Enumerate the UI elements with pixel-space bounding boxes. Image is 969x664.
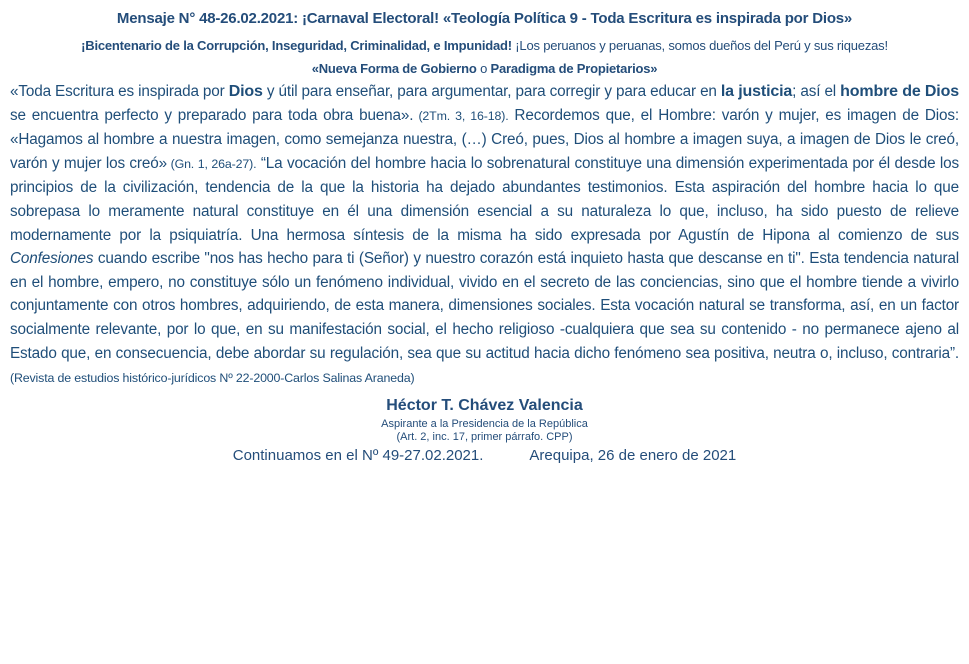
- signature-block: [10, 397, 959, 443]
- body-emphasis: hombre de Dios: [840, 83, 959, 100]
- body-text: cuando escribe "nos has hecho para ti (Señor) y nuestro corazón está inquieto hasta que descanse en ti". Esta tendencia natural en el hombre, empero, no constituye sólo un fenómeno individual, vivido en el secreto de las conciencias, sino que el hombre tiende a vivirlo conjuntamente con otros hombres, adquiriendo, de esta manera, dimensiones sociales. Esta vocación natural se transforma, así, en un factor socialmente relevante, por lo que, en su manifestación social, el hecho religioso -cualquiera que sea su contenido - no permanece ajeno al Estado que, en consecuencia, debe abordar su regulación, sea que su actitud hacia dicho fenómeno sea positiva, neutra o, incluso, contraria”.: [10, 250, 959, 362]
- subtitle-line: [10, 38, 959, 53]
- body-emphasis: la justicia: [720, 83, 793, 100]
- body-text: Recordemos que, el Hombre: varón y mujer, es imagen de Dios: «Hagamos al hombre a nuestra imagen, como semejanza nuestra, (…) Creó, pues, Dios al hombre a imagen suya, a imagen de Dios le creó, varón y mujer los creó»: [10, 106, 959, 172]
- tagline: [10, 61, 959, 76]
- tagline-part-a: «Nueva Forma de Gobierno: [311, 61, 477, 76]
- bible-citation: (Gn. 1, 26a-27).: [166, 156, 257, 171]
- message-title: Mensaje N° 48-26.02.2021: ¡Carnaval Electoral! «Teología Política 9 - Toda Escritura es inspirada por Dios»: [116, 10, 853, 27]
- body-text: «Toda Escritura es inspirada por: [10, 83, 229, 100]
- body-text: y útil para enseñar, para argumentar, para corregir y para educar en: [262, 83, 721, 100]
- continue-note: Continuamos en el Nº 49-27.02.2021.: [232, 446, 484, 464]
- author-name: Héctor T. Chávez Valencia: [386, 396, 583, 414]
- bible-citation: (2Tm. 3, 16-18).: [413, 108, 509, 123]
- tagline-connector: o: [480, 61, 488, 76]
- author-article: (Art. 2, inc. 17, primer párrafo. CPP): [396, 430, 573, 443]
- author-role: Aspirante a la Presidencia de la República: [381, 417, 588, 430]
- book-title: Confesiones: [10, 250, 94, 268]
- body-text: se encuentra perfecto y preparado para toda obra buena».: [10, 106, 414, 124]
- place-date: Arequipa, 26 de enero de 2021: [529, 446, 737, 464]
- source-citation: (Revista de estudios histórico-jurídicos Nº 22-2000-Carlos Salinas Araneda): [10, 371, 415, 386]
- subtitle-rest: ¡Los peruanos y peruanas, somos dueños del Perú y sus riquezas!: [515, 38, 888, 53]
- body-text: “La vocación del hombre hacia lo sobrenatural constituye una dimensión experimentada por él desde los principios de la civilización, tendencia de la que la historia ha dejado abundantes testimonios. Esta aspiración del hombre hacia lo que sobrepasa lo meramente natural constituye en él una dimensión esencial a su naturaleza lo que, incluso, ha sido puesto de relieve modernamente por la psiquiatría. Una hermosa síntesis de la misma ha sido expresada por Agustín de Hipona al comienzo de sus: [10, 154, 959, 244]
- tagline-part-b: Paradigma de Propietarios»: [490, 61, 658, 76]
- body-emphasis: Dios: [228, 83, 263, 100]
- body-text: ; así el: [792, 83, 841, 100]
- footer-line: [10, 447, 959, 464]
- body-paragraph: [10, 80, 959, 391]
- subtitle-bold: ¡Bicentenario de la Corrupción, Inseguridad, Criminalidad, e Impunidad!: [81, 38, 512, 53]
